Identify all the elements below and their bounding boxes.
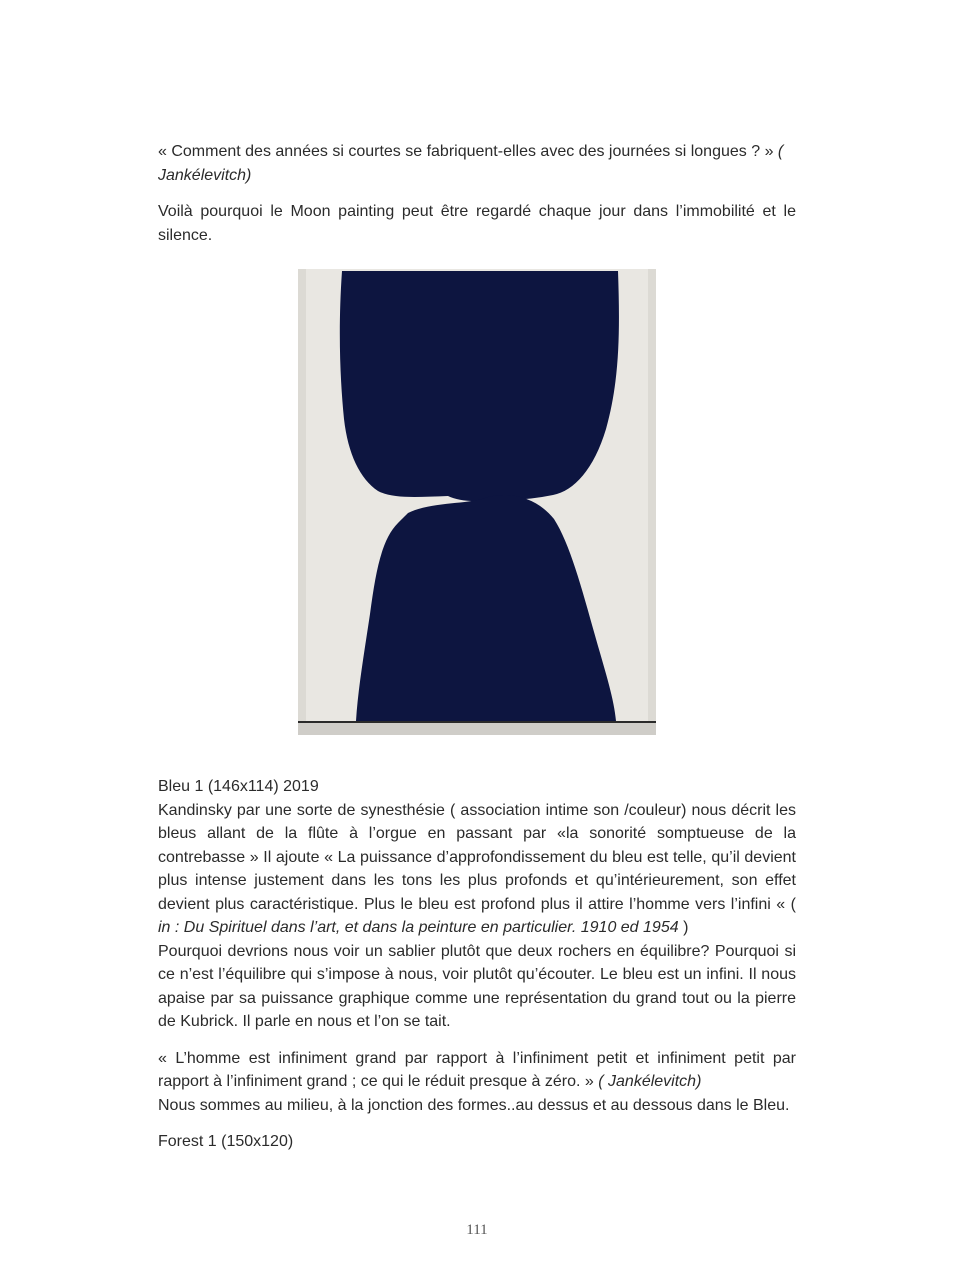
text-top bbox=[158, 140, 796, 247]
page-number: 111 bbox=[466, 1222, 488, 1238]
quote-source: ( Jankélevitch) bbox=[598, 1073, 702, 1090]
kandinsky-citation: in : Du Spirituel dans l’art, et dans la peinture en particulier. 1910 ed 1954 bbox=[158, 919, 679, 936]
paragraph-milieu: Nous sommes au milieu, à la jonction des formes..au dessus et au dessous dans le Bleu. bbox=[158, 1096, 790, 1114]
painting-upper-shape bbox=[340, 271, 619, 501]
caption-forest: Forest 1 (150x120) bbox=[158, 1133, 294, 1150]
quote-jankelevitch-1: « Comment des années si courtes se fabriquent-elles avec des journées si longues ? » ( Jankélevitch) bbox=[158, 143, 784, 184]
paragraph-sablier: Pourquoi devrions nous voir un sablier plutôt que deux rochers en équilibre? Pourquoi si ce n’est l’équilibre qui s’impose à nous, voir plutôt qu’écouter. Le bleu est un infini. Il nous apaise par sa puissance graphique comme une représentation du grand tout ou la pierre de Kubrick. Il parle en nous et l’on se tait. bbox=[158, 942, 796, 1030]
quote-source: ( Jankélevitch) bbox=[158, 143, 784, 184]
quote-jankelevitch-2: « L’homme est infiniment grand par rapport à l’infiniment petit et infiniment petit par rapport à l’infiniment grand ; ce qui le réduit presque à zéro. » ( Jankélevitch) bbox=[158, 1049, 796, 1090]
painting-floor-line bbox=[298, 721, 656, 723]
paragraph-moon-painting: Voilà pourquoi le Moon painting peut être regardé chaque jour dans l’immobilité et le silence. bbox=[158, 203, 796, 244]
painting-floor bbox=[298, 723, 656, 735]
painting-image bbox=[298, 269, 656, 735]
paragraph-kandinsky: Kandinsky par une sorte de synesthésie ( association intime son /couleur) nous décrit les bleus allant de la flûte à l’orgue en passant par «la sonorité somptueuse de la contrebasse » Il ajoute « La puissance d’approfondissement du bleu est telle, qu’il devient plus intense justement dans les tons les plus profonds et qu’intérieurement, son effet devient plus caractéristique. Plus le bleu est profond plus il attire l’homme vers l’infini « ( in : Du Spirituel dans l’art, et dans la peinture en particulier. 1910 ed 1954 ) bbox=[158, 801, 796, 936]
caption-bleu: Bleu 1 (146x114) 2019 bbox=[158, 778, 319, 795]
text-bottom bbox=[158, 775, 796, 1154]
